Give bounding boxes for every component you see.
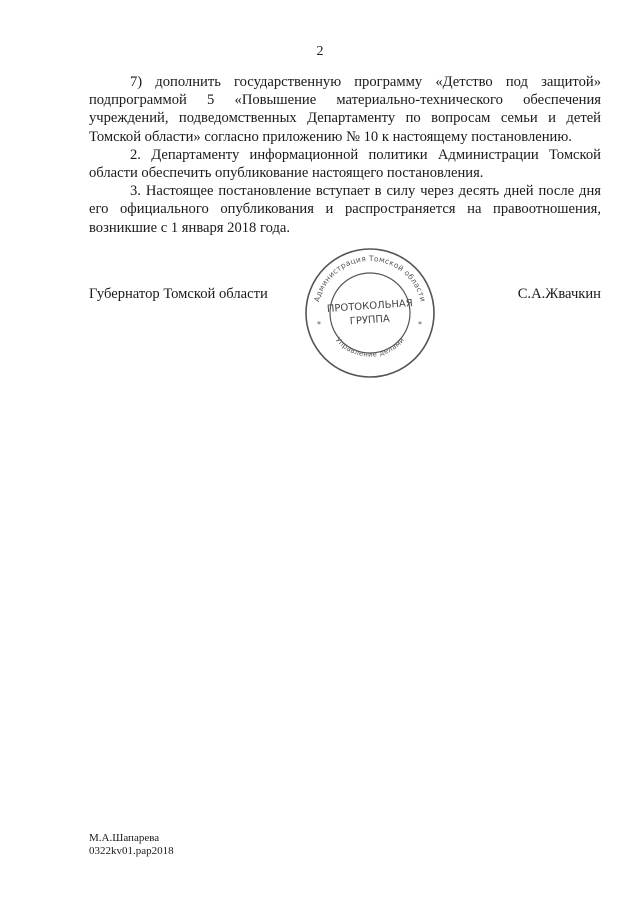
document-body [89, 73, 601, 237]
stamp-bottom-text: Управление делами [333, 336, 407, 359]
stamp-ring-text: Администрация Томской области [312, 253, 428, 303]
paragraph-1: 7) дополнить государственную программу «Детство под защитой» подпрограммой 5 «Повышение материально-технического обеспечения учреждений, подведомственных Департаменту по вопросам семьи и детей Томской области» согласно приложению № 10 к настоящему постановлению. [89, 74, 601, 145]
paragraph-2: 2. Департаменту информационной политики Администрации Томской области обеспечить опубликование настоящего постановления. [89, 146, 601, 182]
footer-author: М.А.Шапарева [89, 832, 160, 844]
stamp-star-left: * [317, 320, 321, 329]
page-number: 2 [316, 44, 324, 59]
document-footer [89, 832, 174, 858]
footer-file-id: 0322kv01.pap2018 [89, 845, 174, 857]
stamp-center-line2: ГРУППА [349, 313, 391, 328]
signatory-name: С.А.Жвачкин [517, 286, 601, 302]
official-stamp [300, 243, 440, 383]
stamp-center-line1: ПРОТОКОЛЬНАЯ [326, 298, 414, 315]
svg-text:Управление делами [334, 336, 406, 359]
stamp-star-right: * [418, 320, 422, 329]
svg-text:Администрация Томской области [312, 254, 427, 303]
paragraph-3: 3. Настоящее постановление вступает в силу через десять дней после дня его официального опубликования и распространяется на правоотношения, возникшие с 1 января 2018 года. [89, 183, 601, 236]
signatory-title: Губернатор Томской области [89, 286, 268, 302]
